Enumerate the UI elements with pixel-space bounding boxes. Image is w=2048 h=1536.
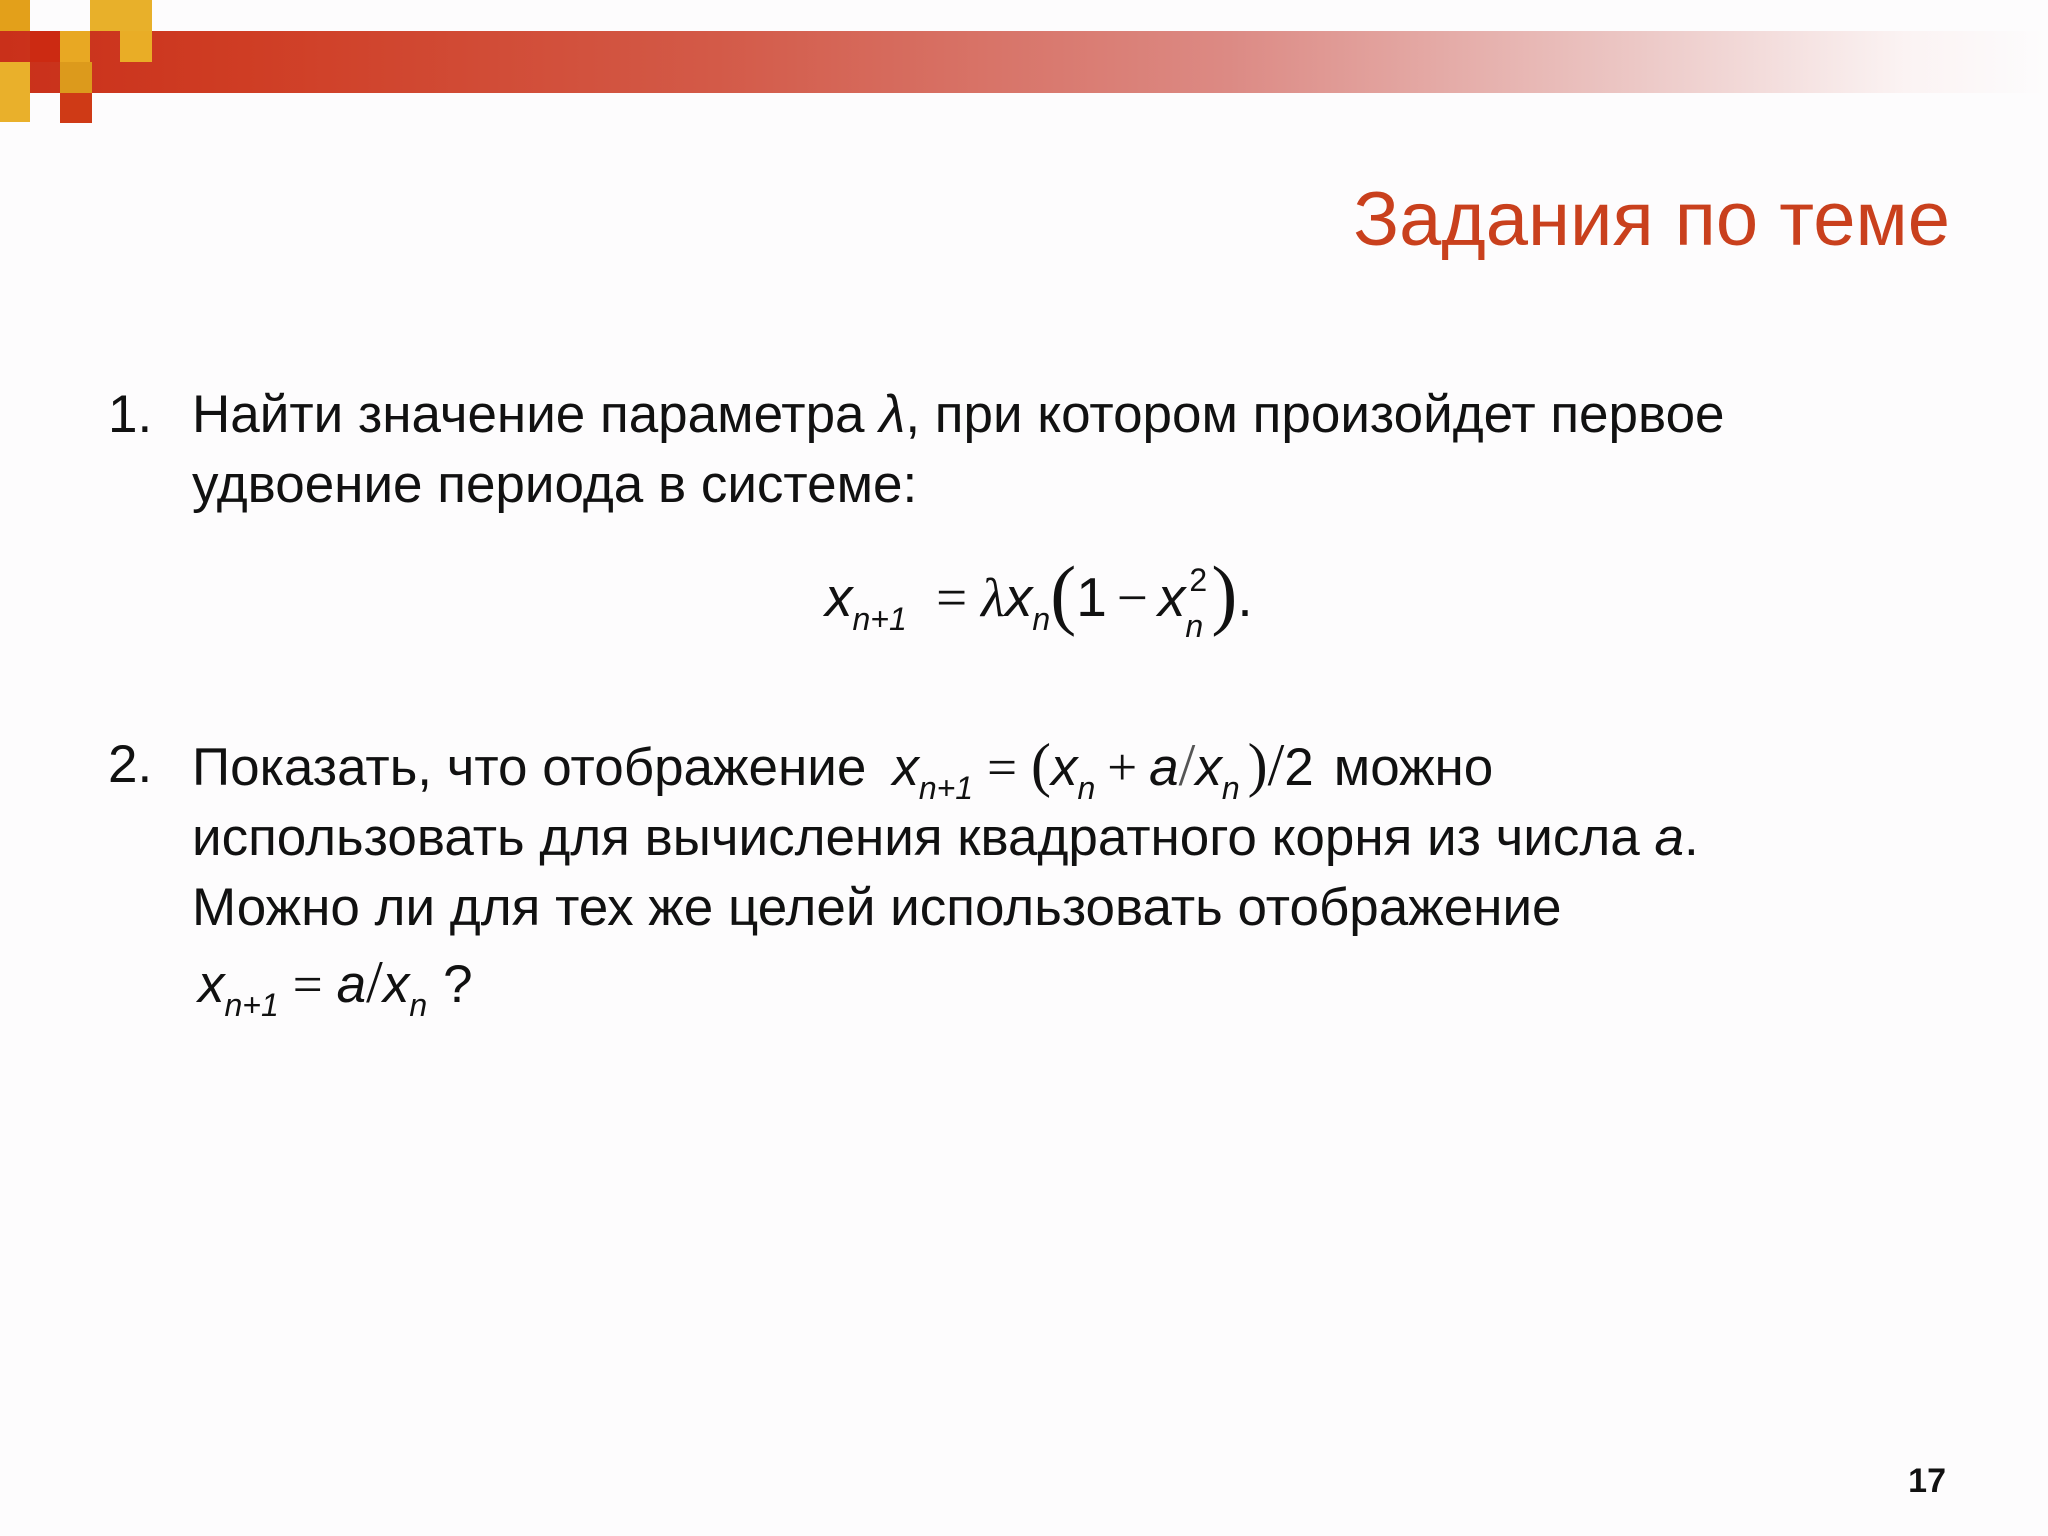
header-checker-square xyxy=(60,31,90,62)
header-checker-square xyxy=(30,31,60,62)
formula-var: x xyxy=(382,955,410,1014)
formula-var: a xyxy=(1149,738,1179,797)
formula-period: . xyxy=(1237,566,1253,628)
task-text-segment: использовать для вычисления квадратного корня из числа xyxy=(192,808,1655,867)
formula-subscript: n+1 xyxy=(918,770,974,806)
task-item-1 xyxy=(108,380,1868,520)
formula-subscript: n+1 xyxy=(224,987,279,1023)
formula-equals: = xyxy=(292,956,323,1014)
formula-question-mark: ? xyxy=(443,955,473,1014)
formula-subscript: n xyxy=(1185,608,1204,644)
formula-subscript: n xyxy=(1077,770,1096,806)
task-line xyxy=(192,730,1868,806)
header-checker-square xyxy=(0,62,30,122)
task-line xyxy=(192,380,1868,450)
formula-var: x xyxy=(825,566,853,628)
task-number: 2. xyxy=(108,735,153,794)
formula-var: x xyxy=(1050,738,1078,797)
formula-slash: / xyxy=(366,949,383,1015)
formula-minus: − xyxy=(1116,567,1148,628)
formula-var: x xyxy=(198,955,225,1014)
slide-title: Задания по теме xyxy=(1353,177,1950,262)
formula-paren: ( xyxy=(1050,550,1077,637)
task-text-segment: Показать, что отображение xyxy=(192,738,867,797)
formula-paren: ) xyxy=(1211,550,1238,637)
formula-subscript: n xyxy=(1032,601,1051,637)
formula-var: x xyxy=(1195,738,1222,797)
formula-var: x xyxy=(1157,566,1186,628)
formula-subscript: n xyxy=(409,987,428,1023)
task-text-segment: Найти значение параметра xyxy=(192,385,880,444)
header-checker-square xyxy=(60,62,92,93)
header-checker-square xyxy=(90,0,152,31)
formula-subscript: n+1 xyxy=(852,601,907,637)
header-checker-square xyxy=(0,0,30,31)
task-text xyxy=(192,730,1868,1023)
formula-number: 1 xyxy=(1076,566,1107,628)
formula-reciprocal-map xyxy=(198,947,1868,1023)
page-number: 17 xyxy=(1908,1462,1946,1500)
formula-slash: / xyxy=(1178,732,1196,798)
formula-equals: = xyxy=(987,739,1017,797)
formula-var: x xyxy=(892,738,919,797)
formula-logistic-cubic xyxy=(825,545,1253,644)
formula-paren: ) xyxy=(1247,732,1268,798)
header-gradient-band xyxy=(0,31,2048,93)
formula-number: 2 xyxy=(1284,738,1314,797)
symbol-a: a xyxy=(1654,808,1684,867)
formula-slash: / xyxy=(1267,732,1285,798)
formula-superscript: 2 xyxy=(1189,562,1208,598)
formula-paren: ( xyxy=(1030,732,1051,798)
task-text-segment: можно xyxy=(1333,738,1494,797)
formula-lambda: λ xyxy=(981,567,1005,628)
header-checker-square xyxy=(60,93,92,123)
formula-equals: = xyxy=(936,567,968,628)
task-line: Можно ли для тех же целей использовать отображение xyxy=(192,878,1562,937)
task-text-segment: . xyxy=(1683,808,1699,867)
task-text-segment: , при котором произойдет первое xyxy=(905,385,1725,444)
task-line: удвоение периода в системе: xyxy=(192,455,918,514)
formula-babylonian xyxy=(892,730,1314,806)
task-line xyxy=(192,803,1868,873)
formula-var: a xyxy=(336,955,367,1014)
task-text xyxy=(192,380,1868,520)
formula-var: x xyxy=(1004,566,1033,628)
header-checker-square xyxy=(120,31,152,62)
lambda-symbol: λ xyxy=(879,385,906,444)
formula-plus: + xyxy=(1107,739,1138,797)
task-number: 1. xyxy=(108,385,153,444)
formula-sup-sub xyxy=(1185,562,1211,644)
task-item-2 xyxy=(108,730,1868,1023)
formula-subscript: n xyxy=(1221,770,1240,806)
